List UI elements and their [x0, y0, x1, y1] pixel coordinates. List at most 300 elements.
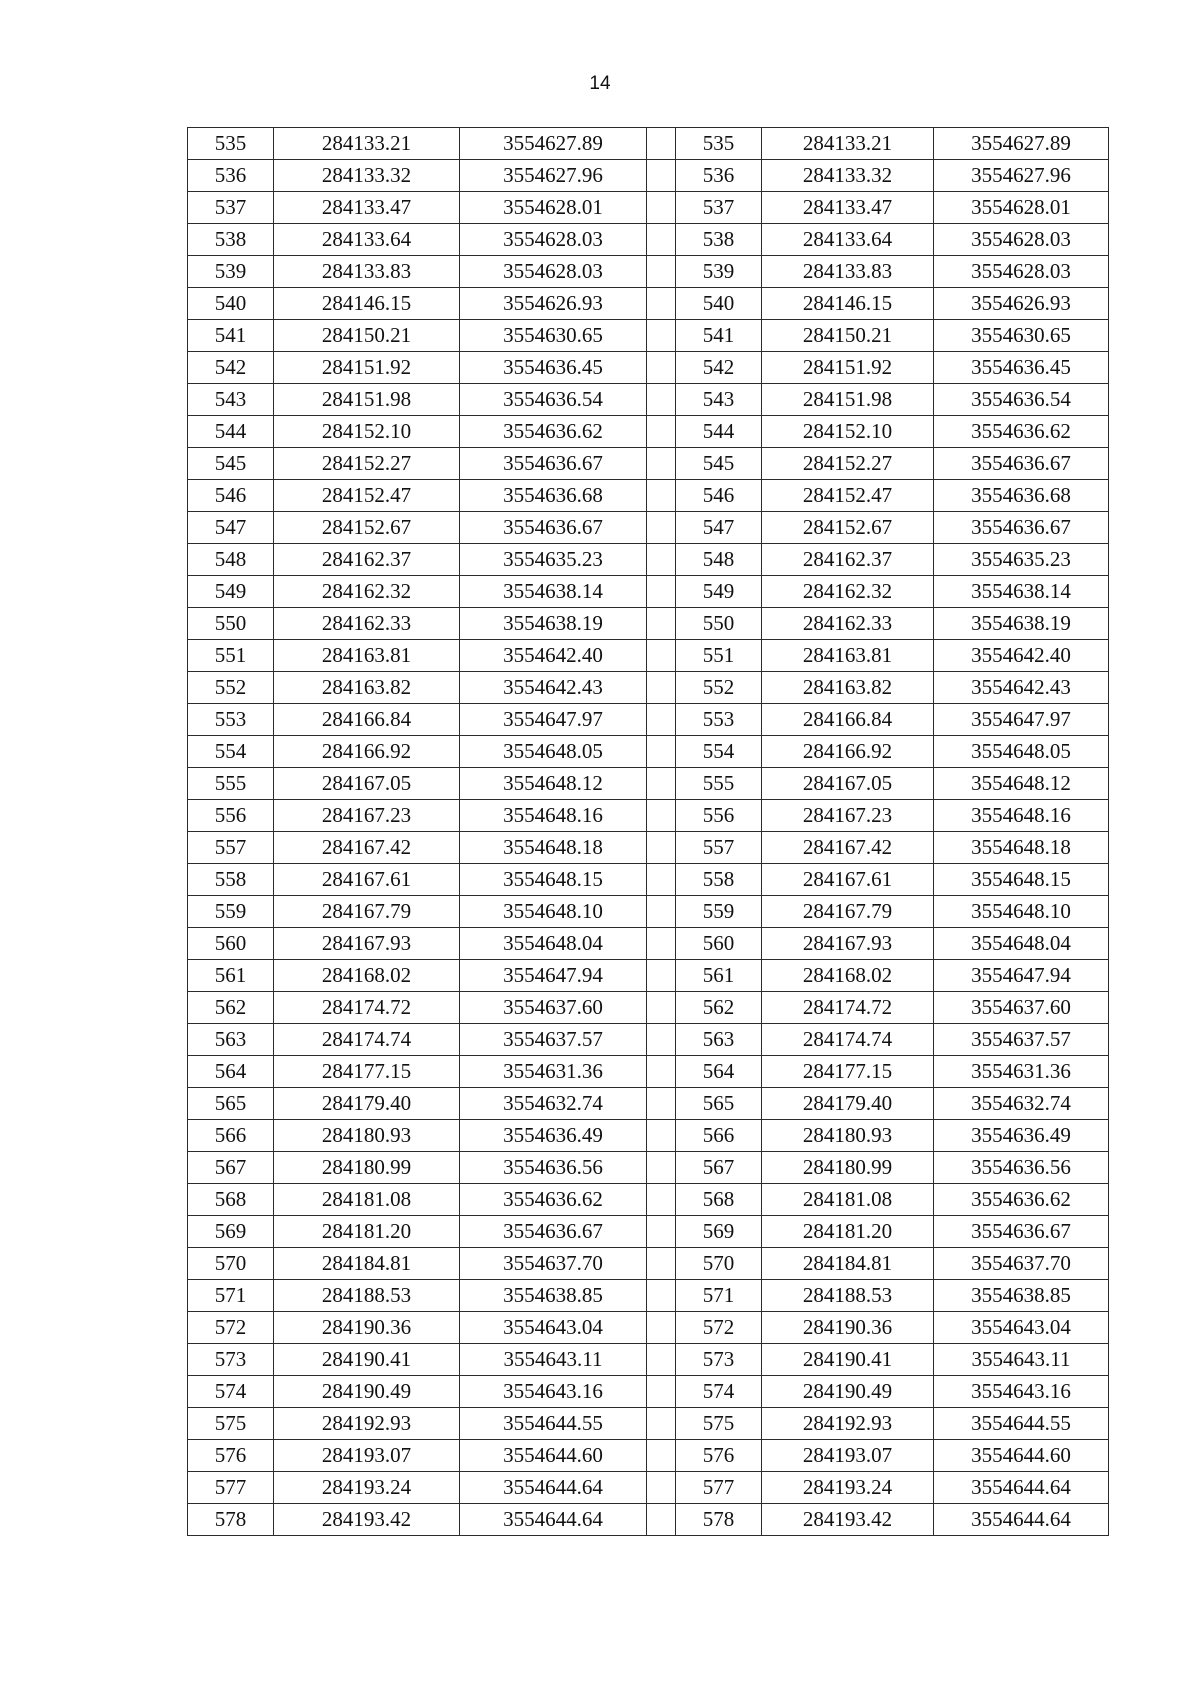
- left-x-coordinate-cell: 284151.98: [274, 384, 460, 416]
- separator-cell: [647, 1056, 676, 1088]
- table-row: [188, 384, 1109, 416]
- left-point-number-cell: 548: [188, 544, 274, 576]
- right-x-coordinate-cell: 284168.02: [762, 960, 934, 992]
- separator-cell: [647, 416, 676, 448]
- table-row: [188, 1152, 1109, 1184]
- left-point-number-cell: 545: [188, 448, 274, 480]
- right-y-coordinate-cell: 3554643.11: [934, 1344, 1109, 1376]
- separator-cell: [647, 128, 676, 160]
- right-x-coordinate-cell: 284167.79: [762, 896, 934, 928]
- left-x-coordinate-cell: 284190.36: [274, 1312, 460, 1344]
- right-point-number-cell: 548: [676, 544, 762, 576]
- left-point-number-cell: 568: [188, 1184, 274, 1216]
- right-x-coordinate-cell: 284167.05: [762, 768, 934, 800]
- right-y-coordinate-cell: 3554628.01: [934, 192, 1109, 224]
- left-y-coordinate-cell: 3554638.85: [460, 1280, 647, 1312]
- right-point-number-cell: 539: [676, 256, 762, 288]
- right-point-number-cell: 546: [676, 480, 762, 512]
- right-y-coordinate-cell: 3554636.45: [934, 352, 1109, 384]
- left-y-coordinate-cell: 3554638.19: [460, 608, 647, 640]
- left-x-coordinate-cell: 284150.21: [274, 320, 460, 352]
- table-row: [188, 768, 1109, 800]
- left-y-coordinate-cell: 3554636.67: [460, 1216, 647, 1248]
- right-x-coordinate-cell: 284188.53: [762, 1280, 934, 1312]
- right-y-coordinate-cell: 3554630.65: [934, 320, 1109, 352]
- separator-cell: [647, 608, 676, 640]
- table-row: [188, 864, 1109, 896]
- left-point-number-cell: 555: [188, 768, 274, 800]
- table-row: [188, 640, 1109, 672]
- table-row: [188, 928, 1109, 960]
- left-y-coordinate-cell: 3554627.89: [460, 128, 647, 160]
- right-x-coordinate-cell: 284167.23: [762, 800, 934, 832]
- table-row: [188, 320, 1109, 352]
- left-x-coordinate-cell: 284193.07: [274, 1440, 460, 1472]
- right-point-number-cell: 576: [676, 1440, 762, 1472]
- separator-cell: [647, 480, 676, 512]
- left-y-coordinate-cell: 3554648.12: [460, 768, 647, 800]
- left-point-number-cell: 562: [188, 992, 274, 1024]
- left-point-number-cell: 573: [188, 1344, 274, 1376]
- table-row: [188, 288, 1109, 320]
- left-y-coordinate-cell: 3554636.68: [460, 480, 647, 512]
- left-point-number-cell: 571: [188, 1280, 274, 1312]
- table-row: [188, 1088, 1109, 1120]
- left-x-coordinate-cell: 284133.83: [274, 256, 460, 288]
- separator-cell: [647, 768, 676, 800]
- left-y-coordinate-cell: 3554648.05: [460, 736, 647, 768]
- separator-cell: [647, 384, 676, 416]
- separator-cell: [647, 1120, 676, 1152]
- table-row: [188, 896, 1109, 928]
- left-x-coordinate-cell: 284151.92: [274, 352, 460, 384]
- right-y-coordinate-cell: 3554636.67: [934, 1216, 1109, 1248]
- right-x-coordinate-cell: 284162.33: [762, 608, 934, 640]
- separator-cell: [647, 1376, 676, 1408]
- table-body: [188, 128, 1109, 1536]
- left-x-coordinate-cell: 284179.40: [274, 1088, 460, 1120]
- table-row: [188, 992, 1109, 1024]
- right-point-number-cell: 537: [676, 192, 762, 224]
- right-y-coordinate-cell: 3554644.64: [934, 1472, 1109, 1504]
- right-x-coordinate-cell: 284151.92: [762, 352, 934, 384]
- right-point-number-cell: 563: [676, 1024, 762, 1056]
- left-x-coordinate-cell: 284166.84: [274, 704, 460, 736]
- left-x-coordinate-cell: 284174.72: [274, 992, 460, 1024]
- right-x-coordinate-cell: 284152.67: [762, 512, 934, 544]
- left-y-coordinate-cell: 3554642.40: [460, 640, 647, 672]
- left-point-number-cell: 557: [188, 832, 274, 864]
- right-y-coordinate-cell: 3554637.60: [934, 992, 1109, 1024]
- left-x-coordinate-cell: 284188.53: [274, 1280, 460, 1312]
- table-row: [188, 448, 1109, 480]
- separator-cell: [647, 1280, 676, 1312]
- left-x-coordinate-cell: 284162.33: [274, 608, 460, 640]
- left-y-coordinate-cell: 3554628.03: [460, 256, 647, 288]
- left-point-number-cell: 561: [188, 960, 274, 992]
- right-point-number-cell: 541: [676, 320, 762, 352]
- right-y-coordinate-cell: 3554636.54: [934, 384, 1109, 416]
- left-x-coordinate-cell: 284174.74: [274, 1024, 460, 1056]
- left-y-coordinate-cell: 3554644.64: [460, 1504, 647, 1536]
- right-x-coordinate-cell: 284166.92: [762, 736, 934, 768]
- separator-cell: [647, 1344, 676, 1376]
- right-x-coordinate-cell: 284190.49: [762, 1376, 934, 1408]
- right-y-coordinate-cell: 3554637.70: [934, 1248, 1109, 1280]
- left-x-coordinate-cell: 284168.02: [274, 960, 460, 992]
- right-point-number-cell: 535: [676, 128, 762, 160]
- right-point-number-cell: 569: [676, 1216, 762, 1248]
- right-x-coordinate-cell: 284167.93: [762, 928, 934, 960]
- right-y-coordinate-cell: 3554644.55: [934, 1408, 1109, 1440]
- left-y-coordinate-cell: 3554644.60: [460, 1440, 647, 1472]
- right-point-number-cell: 558: [676, 864, 762, 896]
- left-y-coordinate-cell: 3554636.62: [460, 416, 647, 448]
- separator-cell: [647, 576, 676, 608]
- separator-cell: [647, 224, 676, 256]
- left-point-number-cell: 553: [188, 704, 274, 736]
- left-point-number-cell: 566: [188, 1120, 274, 1152]
- left-point-number-cell: 570: [188, 1248, 274, 1280]
- table-row: [188, 128, 1109, 160]
- left-point-number-cell: 541: [188, 320, 274, 352]
- table-row: [188, 1056, 1109, 1088]
- separator-cell: [647, 1216, 676, 1248]
- table-row: [188, 256, 1109, 288]
- separator-cell: [647, 1248, 676, 1280]
- right-x-coordinate-cell: 284152.27: [762, 448, 934, 480]
- left-point-number-cell: 547: [188, 512, 274, 544]
- left-x-coordinate-cell: 284162.32: [274, 576, 460, 608]
- left-x-coordinate-cell: 284184.81: [274, 1248, 460, 1280]
- left-point-number-cell: 558: [188, 864, 274, 896]
- right-point-number-cell: 549: [676, 576, 762, 608]
- table-row: [188, 576, 1109, 608]
- left-y-coordinate-cell: 3554648.16: [460, 800, 647, 832]
- right-y-coordinate-cell: 3554636.62: [934, 1184, 1109, 1216]
- left-point-number-cell: 569: [188, 1216, 274, 1248]
- right-point-number-cell: 577: [676, 1472, 762, 1504]
- left-y-coordinate-cell: 3554644.64: [460, 1472, 647, 1504]
- table-row: [188, 832, 1109, 864]
- separator-cell: [647, 736, 676, 768]
- right-y-coordinate-cell: 3554628.03: [934, 224, 1109, 256]
- separator-cell: [647, 704, 676, 736]
- right-point-number-cell: 575: [676, 1408, 762, 1440]
- left-x-coordinate-cell: 284146.15: [274, 288, 460, 320]
- table-row: [188, 1120, 1109, 1152]
- table-row: [188, 800, 1109, 832]
- left-y-coordinate-cell: 3554636.67: [460, 512, 647, 544]
- separator-cell: [647, 1088, 676, 1120]
- table-row: [188, 544, 1109, 576]
- right-y-coordinate-cell: 3554648.10: [934, 896, 1109, 928]
- right-point-number-cell: 562: [676, 992, 762, 1024]
- right-point-number-cell: 551: [676, 640, 762, 672]
- left-point-number-cell: 536: [188, 160, 274, 192]
- right-y-coordinate-cell: 3554647.94: [934, 960, 1109, 992]
- table-row: [188, 672, 1109, 704]
- right-x-coordinate-cell: 284192.93: [762, 1408, 934, 1440]
- right-x-coordinate-cell: 284133.64: [762, 224, 934, 256]
- right-y-coordinate-cell: 3554636.68: [934, 480, 1109, 512]
- right-y-coordinate-cell: 3554643.16: [934, 1376, 1109, 1408]
- right-point-number-cell: 572: [676, 1312, 762, 1344]
- left-point-number-cell: 540: [188, 288, 274, 320]
- right-point-number-cell: 573: [676, 1344, 762, 1376]
- right-point-number-cell: 567: [676, 1152, 762, 1184]
- right-y-coordinate-cell: 3554638.85: [934, 1280, 1109, 1312]
- right-x-coordinate-cell: 284162.32: [762, 576, 934, 608]
- separator-cell: [647, 672, 676, 704]
- separator-cell: [647, 992, 676, 1024]
- table-row: [188, 192, 1109, 224]
- right-x-coordinate-cell: 284166.84: [762, 704, 934, 736]
- separator-cell: [647, 1312, 676, 1344]
- table-row: [188, 1408, 1109, 1440]
- right-point-number-cell: 578: [676, 1504, 762, 1536]
- table-row: [188, 960, 1109, 992]
- right-point-number-cell: 540: [676, 288, 762, 320]
- left-point-number-cell: 575: [188, 1408, 274, 1440]
- right-x-coordinate-cell: 284151.98: [762, 384, 934, 416]
- right-point-number-cell: 552: [676, 672, 762, 704]
- left-y-coordinate-cell: 3554648.04: [460, 928, 647, 960]
- right-point-number-cell: 556: [676, 800, 762, 832]
- right-y-coordinate-cell: 3554636.67: [934, 512, 1109, 544]
- left-x-coordinate-cell: 284193.24: [274, 1472, 460, 1504]
- left-x-coordinate-cell: 284133.47: [274, 192, 460, 224]
- right-point-number-cell: 570: [676, 1248, 762, 1280]
- right-point-number-cell: 545: [676, 448, 762, 480]
- right-point-number-cell: 560: [676, 928, 762, 960]
- table-row: [188, 1248, 1109, 1280]
- left-y-coordinate-cell: 3554648.10: [460, 896, 647, 928]
- right-point-number-cell: 536: [676, 160, 762, 192]
- left-x-coordinate-cell: 284166.92: [274, 736, 460, 768]
- right-point-number-cell: 555: [676, 768, 762, 800]
- left-x-coordinate-cell: 284152.10: [274, 416, 460, 448]
- separator-cell: [647, 928, 676, 960]
- table-row: [188, 1344, 1109, 1376]
- left-y-coordinate-cell: 3554627.96: [460, 160, 647, 192]
- left-x-coordinate-cell: 284133.32: [274, 160, 460, 192]
- table-row: [188, 1184, 1109, 1216]
- right-x-coordinate-cell: 284167.61: [762, 864, 934, 896]
- right-y-coordinate-cell: 3554627.89: [934, 128, 1109, 160]
- right-y-coordinate-cell: 3554648.05: [934, 736, 1109, 768]
- left-x-coordinate-cell: 284133.21: [274, 128, 460, 160]
- left-x-coordinate-cell: 284167.79: [274, 896, 460, 928]
- left-x-coordinate-cell: 284133.64: [274, 224, 460, 256]
- left-y-coordinate-cell: 3554636.54: [460, 384, 647, 416]
- right-x-coordinate-cell: 284177.15: [762, 1056, 934, 1088]
- right-x-coordinate-cell: 284133.83: [762, 256, 934, 288]
- right-y-coordinate-cell: 3554647.97: [934, 704, 1109, 736]
- left-point-number-cell: 578: [188, 1504, 274, 1536]
- left-y-coordinate-cell: 3554637.70: [460, 1248, 647, 1280]
- left-y-coordinate-cell: 3554648.15: [460, 864, 647, 896]
- right-point-number-cell: 543: [676, 384, 762, 416]
- left-y-coordinate-cell: 3554643.04: [460, 1312, 647, 1344]
- left-y-coordinate-cell: 3554643.16: [460, 1376, 647, 1408]
- left-y-coordinate-cell: 3554636.45: [460, 352, 647, 384]
- left-point-number-cell: 572: [188, 1312, 274, 1344]
- left-y-coordinate-cell: 3554636.56: [460, 1152, 647, 1184]
- right-y-coordinate-cell: 3554644.60: [934, 1440, 1109, 1472]
- left-x-coordinate-cell: 284163.82: [274, 672, 460, 704]
- left-point-number-cell: 552: [188, 672, 274, 704]
- left-y-coordinate-cell: 3554648.18: [460, 832, 647, 864]
- right-x-coordinate-cell: 284163.81: [762, 640, 934, 672]
- right-y-coordinate-cell: 3554635.23: [934, 544, 1109, 576]
- left-x-coordinate-cell: 284152.47: [274, 480, 460, 512]
- right-x-coordinate-cell: 284193.07: [762, 1440, 934, 1472]
- left-x-coordinate-cell: 284162.37: [274, 544, 460, 576]
- left-x-coordinate-cell: 284190.49: [274, 1376, 460, 1408]
- right-point-number-cell: 542: [676, 352, 762, 384]
- table-row: [188, 480, 1109, 512]
- right-y-coordinate-cell: 3554636.67: [934, 448, 1109, 480]
- left-x-coordinate-cell: 284177.15: [274, 1056, 460, 1088]
- right-y-coordinate-cell: 3554648.04: [934, 928, 1109, 960]
- left-point-number-cell: 565: [188, 1088, 274, 1120]
- separator-cell: [647, 1024, 676, 1056]
- right-y-coordinate-cell: 3554626.93: [934, 288, 1109, 320]
- separator-cell: [647, 512, 676, 544]
- left-point-number-cell: 546: [188, 480, 274, 512]
- left-x-coordinate-cell: 284181.08: [274, 1184, 460, 1216]
- left-y-coordinate-cell: 3554636.62: [460, 1184, 647, 1216]
- left-point-number-cell: 550: [188, 608, 274, 640]
- right-x-coordinate-cell: 284150.21: [762, 320, 934, 352]
- right-x-coordinate-cell: 284174.74: [762, 1024, 934, 1056]
- separator-cell: [647, 1408, 676, 1440]
- left-y-coordinate-cell: 3554647.97: [460, 704, 647, 736]
- right-y-coordinate-cell: 3554648.16: [934, 800, 1109, 832]
- right-x-coordinate-cell: 284152.47: [762, 480, 934, 512]
- left-y-coordinate-cell: 3554637.60: [460, 992, 647, 1024]
- right-y-coordinate-cell: 3554638.14: [934, 576, 1109, 608]
- right-point-number-cell: 561: [676, 960, 762, 992]
- left-point-number-cell: 554: [188, 736, 274, 768]
- table-row: [188, 1504, 1109, 1536]
- left-point-number-cell: 567: [188, 1152, 274, 1184]
- right-y-coordinate-cell: 3554636.62: [934, 416, 1109, 448]
- right-y-coordinate-cell: 3554631.36: [934, 1056, 1109, 1088]
- right-x-coordinate-cell: 284181.08: [762, 1184, 934, 1216]
- right-x-coordinate-cell: 284190.36: [762, 1312, 934, 1344]
- right-y-coordinate-cell: 3554638.19: [934, 608, 1109, 640]
- separator-cell: [647, 864, 676, 896]
- left-y-coordinate-cell: 3554630.65: [460, 320, 647, 352]
- table-row: [188, 1312, 1109, 1344]
- table-row: [188, 704, 1109, 736]
- right-y-coordinate-cell: 3554642.40: [934, 640, 1109, 672]
- left-point-number-cell: 576: [188, 1440, 274, 1472]
- table-row: [188, 736, 1109, 768]
- left-point-number-cell: 564: [188, 1056, 274, 1088]
- right-x-coordinate-cell: 284179.40: [762, 1088, 934, 1120]
- right-point-number-cell: 557: [676, 832, 762, 864]
- right-point-number-cell: 544: [676, 416, 762, 448]
- left-x-coordinate-cell: 284167.93: [274, 928, 460, 960]
- table-row: [188, 1440, 1109, 1472]
- separator-cell: [647, 160, 676, 192]
- right-point-number-cell: 554: [676, 736, 762, 768]
- left-x-coordinate-cell: 284167.23: [274, 800, 460, 832]
- right-y-coordinate-cell: 3554644.64: [934, 1504, 1109, 1536]
- separator-cell: [647, 256, 676, 288]
- right-x-coordinate-cell: 284174.72: [762, 992, 934, 1024]
- left-point-number-cell: 556: [188, 800, 274, 832]
- right-x-coordinate-cell: 284133.32: [762, 160, 934, 192]
- right-point-number-cell: 574: [676, 1376, 762, 1408]
- left-y-coordinate-cell: 3554628.01: [460, 192, 647, 224]
- left-y-coordinate-cell: 3554642.43: [460, 672, 647, 704]
- left-y-coordinate-cell: 3554631.36: [460, 1056, 647, 1088]
- left-x-coordinate-cell: 284152.67: [274, 512, 460, 544]
- separator-cell: [647, 800, 676, 832]
- right-x-coordinate-cell: 284193.24: [762, 1472, 934, 1504]
- separator-cell: [647, 1440, 676, 1472]
- left-point-number-cell: 544: [188, 416, 274, 448]
- table-row: [188, 512, 1109, 544]
- table-row: [188, 352, 1109, 384]
- right-x-coordinate-cell: 284146.15: [762, 288, 934, 320]
- table-row: [188, 1024, 1109, 1056]
- left-point-number-cell: 574: [188, 1376, 274, 1408]
- right-point-number-cell: 538: [676, 224, 762, 256]
- left-x-coordinate-cell: 284167.42: [274, 832, 460, 864]
- separator-cell: [647, 832, 676, 864]
- left-y-coordinate-cell: 3554626.93: [460, 288, 647, 320]
- separator-cell: [647, 640, 676, 672]
- left-y-coordinate-cell: 3554638.14: [460, 576, 647, 608]
- left-point-number-cell: 559: [188, 896, 274, 928]
- left-point-number-cell: 549: [188, 576, 274, 608]
- page-number: 14: [589, 73, 611, 94]
- left-y-coordinate-cell: 3554636.67: [460, 448, 647, 480]
- table-row: [188, 1216, 1109, 1248]
- table-row: [188, 1280, 1109, 1312]
- right-x-coordinate-cell: 284180.93: [762, 1120, 934, 1152]
- right-x-coordinate-cell: 284181.20: [762, 1216, 934, 1248]
- left-point-number-cell: 543: [188, 384, 274, 416]
- right-x-coordinate-cell: 284193.42: [762, 1504, 934, 1536]
- right-point-number-cell: 559: [676, 896, 762, 928]
- left-point-number-cell: 577: [188, 1472, 274, 1504]
- separator-cell: [647, 896, 676, 928]
- right-x-coordinate-cell: 284152.10: [762, 416, 934, 448]
- right-point-number-cell: 564: [676, 1056, 762, 1088]
- left-point-number-cell: 538: [188, 224, 274, 256]
- right-x-coordinate-cell: 284163.82: [762, 672, 934, 704]
- right-y-coordinate-cell: 3554632.74: [934, 1088, 1109, 1120]
- right-point-number-cell: 550: [676, 608, 762, 640]
- left-x-coordinate-cell: 284180.93: [274, 1120, 460, 1152]
- left-y-coordinate-cell: 3554644.55: [460, 1408, 647, 1440]
- right-point-number-cell: 568: [676, 1184, 762, 1216]
- left-point-number-cell: 537: [188, 192, 274, 224]
- separator-cell: [647, 1472, 676, 1504]
- separator-cell: [647, 544, 676, 576]
- left-x-coordinate-cell: 284190.41: [274, 1344, 460, 1376]
- table-row: [188, 1472, 1109, 1504]
- separator-cell: [647, 320, 676, 352]
- left-x-coordinate-cell: 284152.27: [274, 448, 460, 480]
- right-y-coordinate-cell: 3554636.49: [934, 1120, 1109, 1152]
